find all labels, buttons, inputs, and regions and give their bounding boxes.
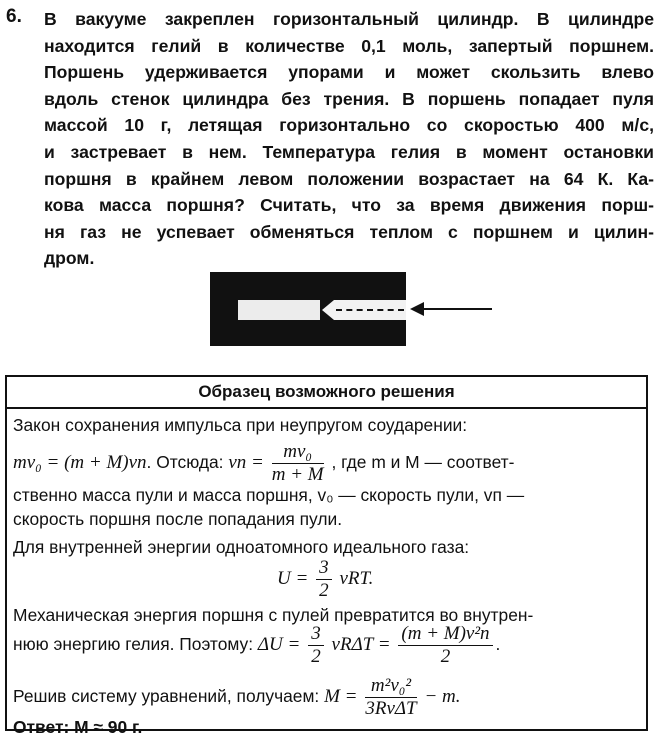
problem-line: массой 10 г, летящая горизонтально со скоростью 400 м/с, xyxy=(44,115,654,136)
solution-text: Решив систему уравнений, получаем: xyxy=(13,686,320,707)
solution-line: скорость поршня после попадания пули. xyxy=(13,509,343,529)
problem-number: 6. xyxy=(6,6,22,27)
fraction-denominator: 3RνΔT xyxy=(365,698,417,719)
problem-line: находится гелий в количестве 0,1 моль, запертый поршнем. xyxy=(44,35,654,56)
momentum-equation-line xyxy=(13,441,514,486)
fraction-three-halves xyxy=(316,557,332,602)
piston-shape xyxy=(238,300,320,320)
momentum-eq: mv₀ = (m + M)vп xyxy=(13,452,147,474)
problem-line: поршня в крайнем левом положении возрастает на 64 К. Ка- xyxy=(44,168,654,189)
solution-box xyxy=(5,375,648,737)
solution-line: Механическая энергия поршня с пулей превратится во внутрен- xyxy=(13,605,534,625)
formula-part: − m. xyxy=(424,686,461,708)
fraction-numerator: m²v₀² xyxy=(365,675,416,698)
formula-part: M = xyxy=(324,686,358,708)
cylinder-figure xyxy=(210,272,406,346)
formula-part: ΔU = xyxy=(257,634,301,656)
fraction-denominator: 2 xyxy=(311,646,321,667)
where-text: , где m и M — соответ- xyxy=(331,452,515,473)
internal-energy-formula xyxy=(277,557,373,602)
fraction-vp xyxy=(272,441,324,486)
result-line xyxy=(13,675,461,720)
fraction-three-halves xyxy=(308,623,324,668)
fraction-denominator: m + M xyxy=(271,464,324,485)
problem-text xyxy=(44,6,654,272)
problem-line: ня газ не успевает обменяться теплом с поршнем и цилин- xyxy=(44,221,654,242)
solution-text: нюю энергию гелия. Поэтому: xyxy=(13,634,254,655)
formula-part: νRT. xyxy=(339,568,374,590)
problem-line: вдоль стенок цилиндра без трения. В поршень попадает пуля xyxy=(44,88,654,109)
answer: Ответ: M ≈ 90 г. xyxy=(13,717,143,737)
vp-label: vп = xyxy=(228,452,264,474)
fraction-denominator: 2 xyxy=(319,580,329,601)
formula-part: U = xyxy=(277,568,309,590)
bullet-tip-shape xyxy=(322,300,334,320)
problem-line: Поршень удерживается упорами и может скользить влево xyxy=(44,62,654,83)
axis-dashed-line xyxy=(336,309,404,311)
arrow-shaft xyxy=(418,308,492,310)
otsyuda-text: . Отсюда: xyxy=(146,452,224,473)
fraction-numerator: mv₀ xyxy=(272,441,324,464)
fraction-kinetic-energy xyxy=(398,623,492,668)
problem-line: дром. xyxy=(44,248,95,269)
formula-part: νRΔT = xyxy=(331,634,391,656)
energy-intro: Для внутренней энергии одноатомного идеального газа: xyxy=(13,537,470,557)
fraction-mass xyxy=(365,675,416,720)
problem-line: кова масса поршня? Считать, что за время движения порш- xyxy=(44,195,654,216)
momentum-intro: Закон сохранения импульса при неупругом соударении: xyxy=(13,415,468,435)
fraction-denominator: 2 xyxy=(440,646,451,667)
delta-u-line xyxy=(13,623,500,668)
fraction-numerator: 3 xyxy=(308,623,324,646)
problem-line: и застревает в нем. Температура гелия в момент остановки xyxy=(44,141,654,162)
problem-line: В вакууме закреплен горизонтальный цилиндр. В цилиндре xyxy=(44,9,654,29)
fraction-numerator: 3 xyxy=(316,557,332,580)
formula-part: . xyxy=(495,634,501,655)
solution-line: ственно масса пули и масса поршня, v₀ — скорость пули, vп — xyxy=(13,485,525,505)
fraction-numerator: (m + M)v²п xyxy=(398,623,492,646)
solution-title: Образец возможного решения xyxy=(7,377,646,409)
